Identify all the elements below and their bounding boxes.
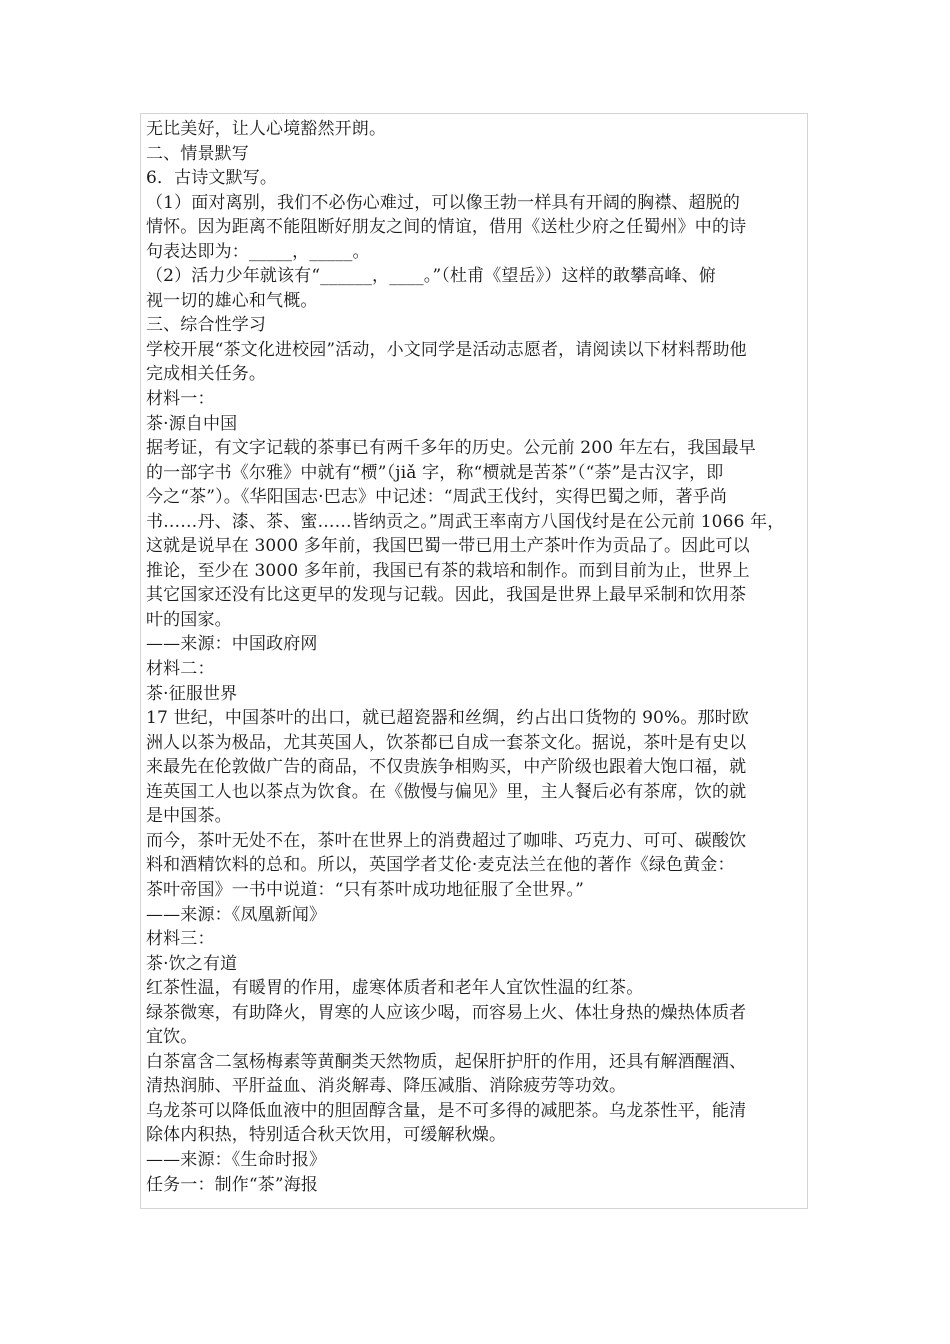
text-line: 是中国茶。 <box>146 806 232 827</box>
text-line: 任务一：制作“茶”海报 <box>146 1174 319 1195</box>
text-line: 17 世纪，中国茶叶的出口，就已超瓷器和丝绸，约占出口货物的 90%。那时欧 <box>146 708 749 729</box>
text-line: 绿茶微寒，有助降火，胃寒的人应该少喝，而容易上火、体壮身热的燥热体质者 <box>146 1002 747 1023</box>
text-line: 的一部字书《尔雅》中就有“槚”（jiǎ 字，称“槚就是苦茶”（“荼”是古汉字，即 <box>146 462 724 483</box>
text-line: 料和酒精饮料的总和。所以，英国学者艾伦·麦克法兰在他的著作《绿色黄金： <box>146 855 735 876</box>
text-line: 完成相关任务。 <box>146 364 267 385</box>
text-line: 除体内积热，特别适合秋天饮用，可缓解秋燥。 <box>146 1125 507 1146</box>
text-line: 茶·征服世界 <box>146 683 238 704</box>
document-page <box>140 113 808 1209</box>
text-line: 白茶富含二氢杨梅素等黄酮类天然物质，起保肝护肝的作用，还具有解酒醒酒、 <box>146 1051 747 1072</box>
text-line: 其它国家还没有比这更早的发现与记载。因此，我国是世界上最早采制和饮用茶 <box>146 585 747 606</box>
text-line: 6．古诗文默写。 <box>146 168 278 189</box>
text-line: ——来源：《生命时报》 <box>146 1149 327 1170</box>
text-line: 洲人以茶为极品，尤其英国人，饮茶都已自成一套茶文化。据说，茶叶是有史以 <box>146 732 747 753</box>
text-line: ——来源：《凤凰新闻》 <box>146 904 327 925</box>
text-line: 茶·源自中国 <box>146 413 238 434</box>
text-line: 茶叶帝国》一书中说道：“只有茶叶成功地征服了全世界。” <box>146 879 584 900</box>
text-line: 推论，至少在 3000 多年前，我国已有茶的栽培和制作。而到目前为止，世界上 <box>146 560 750 581</box>
text-line: 而今，茶叶无处不在，茶叶在世界上的消费超过了咖啡、巧克力、可可、碳酸饮 <box>146 830 747 851</box>
text-line: 书……丹、漆、茶、蜜……皆纳贡之。”周武王率南方八国伐纣是在公元前 1066 年， <box>146 511 785 532</box>
text-line: 视一切的雄心和气概。 <box>146 290 318 311</box>
text-line: ——来源：中国政府网 <box>146 634 318 655</box>
text-line: 二、情景默写 <box>146 143 249 164</box>
document-body <box>146 117 806 1197</box>
text-line: （2）活力少年就该有“______，____。”（杜甫《望岳》）这样的敢攀高峰、俯 <box>146 266 716 287</box>
text-line: 学校开展“茶文化进校园”活动，小文同学是活动志愿者，请阅读以下材料帮助他 <box>146 339 747 360</box>
text-line: 据考证，有文字记载的茶事已有两千多年的历史。公元前 200 年左右，我国最早 <box>146 438 756 459</box>
text-line: 材料三： <box>146 929 215 950</box>
text-line: 红茶性温，有暖胃的作用，虚寒体质者和老年人宜饮性温的红茶。 <box>146 978 644 999</box>
text-line: 叶的国家。 <box>146 609 232 630</box>
text-line: 无比美好，让人心境豁然开朗。 <box>146 119 387 139</box>
text-line: 连英国工人也以茶点为饮食。在《傲慢与偏见》里，主人餐后必有茶席，饮的就 <box>146 781 747 802</box>
text-line: 茶·饮之有道 <box>146 953 238 974</box>
text-line: 乌龙茶可以降低血液中的胆固醇含量，是不可多得的减肥茶。乌龙茶性平，能清 <box>146 1100 747 1121</box>
text-line: 宜饮。 <box>146 1027 198 1048</box>
text-line: 句表达即为：_____，_____。 <box>146 241 370 262</box>
text-line: 材料一： <box>146 389 215 410</box>
text-line: 三、综合性学习 <box>146 315 267 336</box>
text-line: （1）面对离别，我们不必伤心难过，可以像王勃一样具有开阔的胸襟、超脱的 <box>146 192 741 213</box>
text-line: 来最先在伦敦做广告的商品，不仅贵族争相购买，中产阶级也跟着大饱口福，就 <box>146 757 747 778</box>
text-line: 今之“茶”）。《华阳国志·巴志》中记述：“周武王伐纣，实得巴蜀之师，著乎尚 <box>146 487 728 508</box>
text-line: 情怀。因为距离不能阻断好朋友之间的情谊，借用《送杜少府之任蜀州》中的诗 <box>146 217 747 238</box>
text-line: 材料二： <box>146 659 215 680</box>
text-line: 这就是说早在 3000 多年前，我国巴蜀一带已用土产茶叶作为贡品了。因此可以 <box>146 536 750 557</box>
text-line: 清热润肺、平肝益血、消炎解毒、降压减脂、消除疲劳等功效。 <box>146 1076 627 1097</box>
